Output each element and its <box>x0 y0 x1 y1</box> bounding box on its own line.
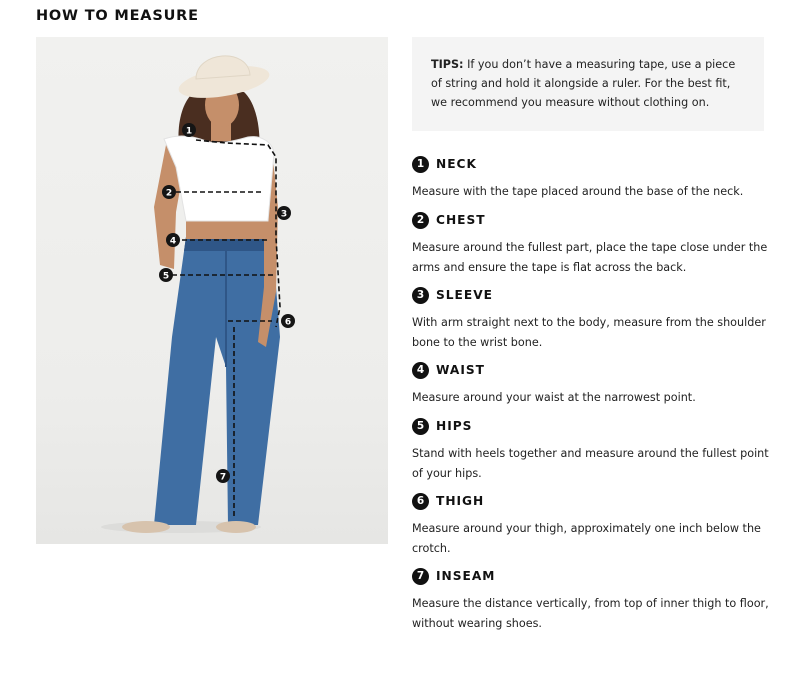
marker-1 <box>182 123 196 137</box>
tips-box <box>412 37 764 131</box>
step-inseam <box>412 566 772 633</box>
jeans-waistband <box>184 237 274 251</box>
step-number-icon: 1 <box>412 156 429 173</box>
model-photo <box>36 37 388 544</box>
crop-top <box>164 136 274 221</box>
step-description: With arm straight next to the body, measure from the shoulder bone to the wrist bone. <box>412 316 766 349</box>
marker-5 <box>159 268 173 282</box>
svg-text:2: 2 <box>165 188 173 199</box>
svg-text:4: 4 <box>169 236 177 247</box>
left-shoe <box>122 521 170 533</box>
tips-label: TIPS: <box>431 58 464 71</box>
svg-text:3: 3 <box>280 209 288 220</box>
marker-7 <box>216 469 230 483</box>
step-title: INSEAM <box>436 569 496 583</box>
jeans <box>154 237 280 525</box>
svg-text:1: 1 <box>185 126 193 137</box>
step-thigh <box>412 491 772 558</box>
step-title: WAIST <box>436 363 485 377</box>
marker-3 <box>277 206 291 220</box>
step-number-icon: 3 <box>412 287 429 304</box>
step-title: CHEST <box>436 213 486 227</box>
step-title: NECK <box>436 157 477 171</box>
svg-text:5: 5 <box>162 271 170 282</box>
step-description: Measure with the tape placed around the base of the neck. <box>412 185 744 198</box>
step-number-icon: 7 <box>412 568 429 585</box>
step-waist <box>412 360 772 408</box>
model-illustration <box>36 37 388 544</box>
right-shoe <box>216 521 256 533</box>
step-description: Measure around your thigh, approximately one inch below the crotch. <box>412 522 761 555</box>
marker-2 <box>162 185 176 199</box>
step-description: Measure the distance vertically, from top of inner thigh to floor, without wearing shoes. <box>412 597 769 630</box>
step-description: Measure around the fullest part, place the tape close under the arms and ensure the tape is flat across the back. <box>412 241 768 274</box>
svg-text:6: 6 <box>284 317 292 328</box>
step-number-icon: 4 <box>412 362 429 379</box>
step-number-icon: 5 <box>412 418 429 435</box>
step-number-icon: 6 <box>412 493 429 510</box>
step-sleeve <box>412 285 772 352</box>
step-neck <box>412 154 772 202</box>
hat-crown <box>196 56 250 79</box>
svg-text:7: 7 <box>219 472 227 483</box>
marker-4 <box>166 233 180 247</box>
step-title: SLEEVE <box>436 288 493 302</box>
tips-text: If you don’t have a measuring tape, use a piece of string and hold it alongside a ruler. For the best fit, we recommend you measure without clothing on. <box>431 58 736 109</box>
step-number-icon: 2 <box>412 212 429 229</box>
marker-6 <box>281 314 295 328</box>
page-title: HOW TO MEASURE <box>36 8 199 24</box>
step-title: THIGH <box>436 494 485 508</box>
step-title: HIPS <box>436 419 473 433</box>
step-description: Measure around your waist at the narrowest point. <box>412 391 696 404</box>
step-description: Stand with heels together and measure around the fullest point of your hips. <box>412 447 769 480</box>
step-hips <box>412 416 772 483</box>
step-chest <box>412 210 772 277</box>
